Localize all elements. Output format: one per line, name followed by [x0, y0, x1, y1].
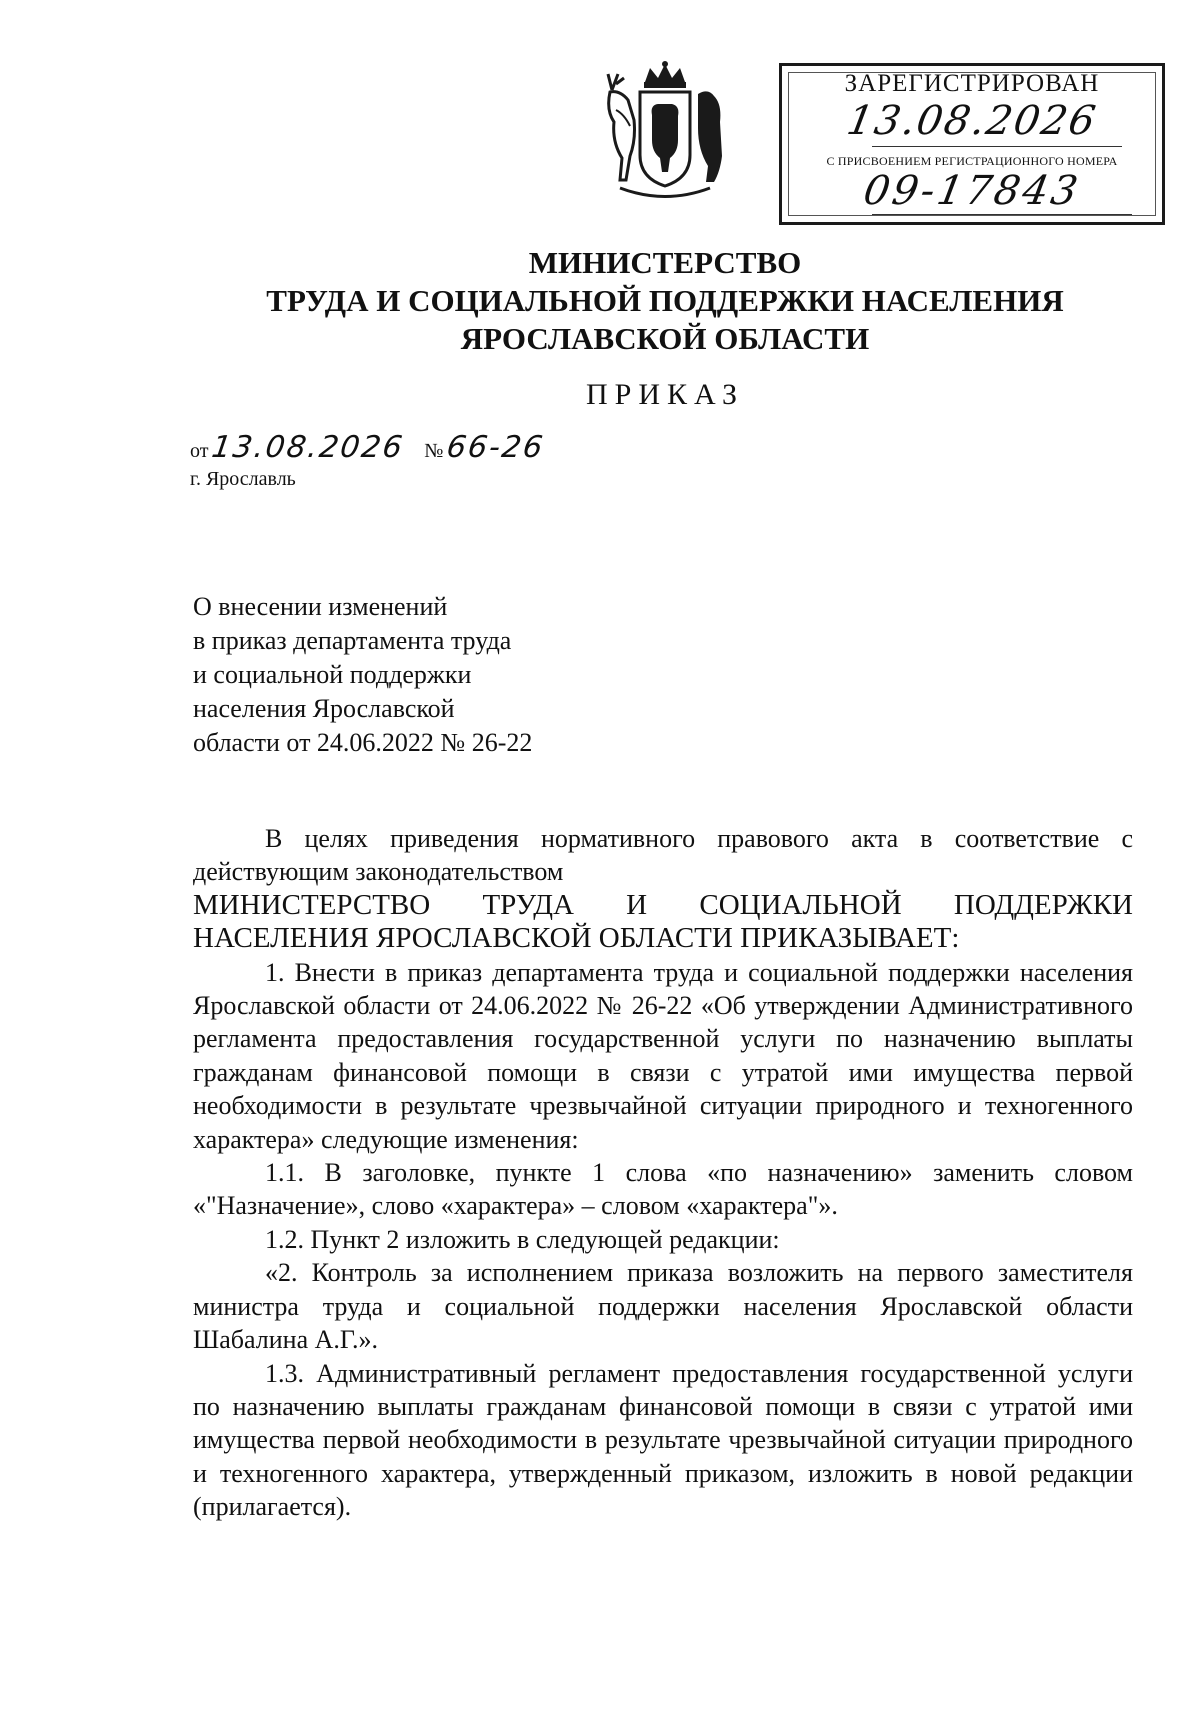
order-number: 66-26: [444, 430, 548, 465]
item-1-paragraph: 1. Внести в приказ департамента труда и социальной поддержки населения Ярославской области от 24.06.2022 № 26-22 «Об утверждении Административного регламента предоставления государственной услуги по назначению выплаты гражданам финансовой помощи в связи с утратой ими имущества первой необходимости в результате чрезвычайной ситуации природного и техногенного характера» следующие изменения:: [193, 957, 1133, 1154]
order-date: 13.08.2026: [210, 430, 407, 465]
stamp-registration-number: 09-17843: [860, 168, 1084, 214]
ministry-line: ТРУДА И СОЦИАЛЬНОЙ ПОДДЕРЖКИ НАСЕЛЕНИЯ: [266, 283, 1064, 318]
ministry-header: [0, 244, 1200, 358]
subject-line: и социальной поддержки: [193, 660, 472, 689]
subject-line: населения Ярославской: [193, 694, 455, 723]
stamp-title: ЗАРЕГИСТРИРОВАН: [844, 70, 1100, 97]
order-body: [193, 822, 1133, 1524]
stamp-divider: [872, 146, 1122, 147]
order-number-label: №: [424, 440, 444, 462]
order-meta: [190, 430, 548, 470]
item-1-3-paragraph: 1.3. Административный регламент предоставления государственной услуги по назначению выплаты гражданам финансовой помощи в связи с утратой ими имущества первой необходимости в результате чрезвычайной ситуации природного и техногенного характера, утвержденный приказом, изложить в новой редакции (прилагается).: [193, 1358, 1133, 1522]
item-1-2-text-paragraph: «2. Контроль за исполнением приказа возложить на первого заместителя министра труда и социальной поддержки населения Ярославской области Шабалина А.Г.».: [193, 1258, 1133, 1355]
coat-of-arms-icon: [590, 60, 740, 210]
ministry-line: МИНИСТЕРСТВО: [528, 245, 802, 280]
stamp-divider: [872, 214, 1132, 215]
subject-line: области от 24.06.2022 № 26-22: [193, 728, 533, 757]
registration-stamp: [779, 63, 1165, 225]
order-subject: [193, 590, 613, 760]
order-date-label: от: [190, 440, 209, 462]
stamp-date: 13.08.2026: [843, 98, 1101, 144]
subject-line: в приказ департамента труда: [193, 626, 512, 655]
ministry-line: ЯРОСЛАВСКОЙ ОБЛАСТИ: [460, 321, 870, 356]
decree-paragraph: МИНИСТЕРСТВО ТРУДА И СОЦИАЛЬНОЙ ПОДДЕРЖКИ НАСЕЛЕНИЯ ЯРОСЛАВСКОЙ ОБЛАСТИ ПРИКАЗЫВАЕТ:: [193, 888, 1133, 955]
preamble-paragraph: В целях приведения нормативного правового акта в соответствие с действующим законодательством: [193, 824, 1133, 887]
order-title: ПРИКАЗ: [586, 378, 744, 411]
subject-line: О внесении изменений: [193, 592, 448, 621]
order-city: г. Ярославль: [190, 468, 296, 490]
stamp-subtitle: С ПРИСВОЕНИЕМ РЕГИСТРАЦИОННОГО НОМЕРА: [826, 154, 1118, 168]
item-1-2-paragraph: 1.2. Пункт 2 изложить в следующей редакции:: [265, 1224, 780, 1254]
item-1-1-paragraph: 1.1. В заголовке, пункте 1 слова «по назначению» заменить словом «"Назначение», слово «характера» – словом «характера"».: [193, 1158, 1133, 1221]
